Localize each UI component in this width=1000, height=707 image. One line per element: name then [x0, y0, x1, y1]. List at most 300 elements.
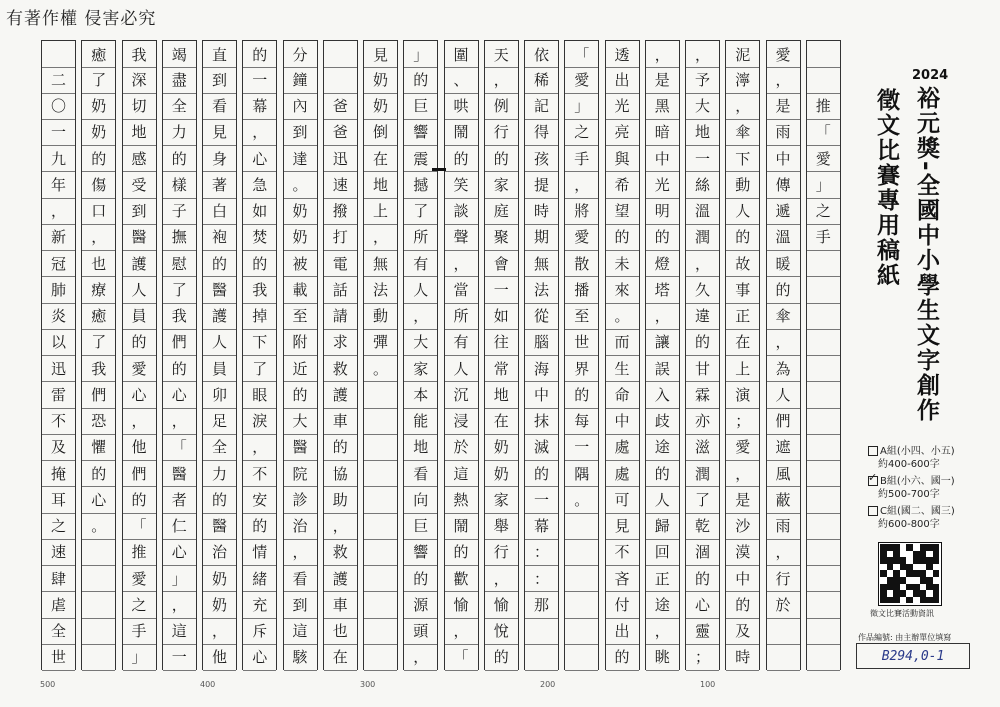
tick-label: 100: [700, 680, 716, 689]
grid-cell: 雷: [42, 381, 75, 408]
grid-cell: 近: [284, 355, 317, 382]
grid-cell: 他: [123, 434, 156, 461]
grid-cell: 推: [123, 539, 156, 566]
grid-cell: 熱: [445, 486, 478, 513]
grid-cell: 愉: [445, 591, 478, 618]
qr-module: [887, 597, 894, 604]
grid-cell: 足: [203, 408, 236, 435]
grid-cell: 來: [606, 276, 639, 303]
qr-code-icon[interactable]: [878, 542, 942, 606]
qr-module: [880, 590, 887, 597]
grid-cell: 速: [324, 171, 357, 198]
grid-cell: 回: [646, 539, 679, 566]
grid-cell: 的: [485, 145, 518, 172]
grid-cell: 肆: [42, 565, 75, 592]
grid-cell: ，: [42, 198, 75, 225]
grid-cell: 吝: [606, 565, 639, 592]
grid-cell: ，: [565, 171, 598, 198]
grid-cell: [82, 618, 115, 645]
grid-cell: 見: [606, 513, 639, 540]
grid-cell: 斥: [243, 618, 276, 645]
grid-cell: 奶: [485, 434, 518, 461]
qr-module: [887, 584, 894, 591]
grid-cell: 癒: [82, 40, 115, 68]
grid-cell: [807, 40, 840, 68]
grid-cell: 迅: [324, 145, 357, 172]
grid-cell: 的: [606, 224, 639, 251]
grid-cell: 的: [82, 460, 115, 487]
grid-cell: 眺: [646, 644, 679, 671]
group-option-c[interactable]: [868, 505, 955, 531]
grid-cell: 上: [726, 355, 759, 382]
grid-cell: 愛: [565, 224, 598, 251]
grid-cell: 腦: [525, 329, 558, 356]
grid-cell: 動: [364, 303, 397, 330]
grid-cell: 及: [726, 618, 759, 645]
grid-cell: 圍: [445, 40, 478, 68]
grid-cell: 大: [404, 329, 437, 356]
grid-cell: 能: [404, 408, 437, 435]
grid-cell: 地: [123, 119, 156, 146]
grid-cell: 護: [123, 250, 156, 277]
grid-cell: 暖: [767, 250, 800, 277]
qr-module: [920, 544, 927, 551]
qr-module: [906, 597, 913, 604]
grid-cell: ，: [82, 224, 115, 251]
qr-module: [926, 557, 933, 564]
grid-cell: 滅: [525, 434, 558, 461]
grid-cell: [807, 329, 840, 356]
grid-cell: 常: [485, 355, 518, 382]
grid-cell: [807, 460, 840, 487]
sheet-title: 徵文比賽專用稿紙: [873, 88, 899, 288]
qr-module: [933, 551, 940, 558]
grid-cell: 一: [686, 145, 719, 172]
grid-cell: [807, 539, 840, 566]
grid-cell: 白: [203, 198, 236, 225]
grid-column: [122, 40, 157, 670]
grid-cell: 手: [123, 618, 156, 645]
grid-cell: ，: [163, 408, 196, 435]
grid-cell: 切: [123, 93, 156, 120]
grid-cell: 散: [565, 250, 598, 277]
qr-module: [913, 570, 920, 577]
grid-cell: 請: [324, 303, 357, 330]
qr-module: [900, 590, 907, 597]
grid-cell: 撥: [324, 198, 357, 225]
grid-cell: 〇: [42, 93, 75, 120]
grid-cell: ，: [646, 618, 679, 645]
grid-cell: 了: [404, 198, 437, 225]
grid-cell: 行: [485, 119, 518, 146]
grid-cell: ，: [726, 460, 759, 487]
grid-cell: 見: [203, 119, 236, 146]
grid-cell: 響: [404, 539, 437, 566]
grid-cell: 「: [807, 119, 840, 146]
grid-cell: 正: [646, 565, 679, 592]
grid-cell: 不: [42, 408, 75, 435]
grid-cell: 絲: [686, 171, 719, 198]
grid-cell: 無: [525, 250, 558, 277]
qr-module: [893, 577, 900, 584]
grid-cell: 助: [324, 486, 357, 513]
grid-cell: 望: [606, 198, 639, 225]
grid-cell: 到: [284, 591, 317, 618]
grid-cell: 手: [565, 145, 598, 172]
grid-column: [81, 40, 116, 670]
grid-cell: 浸: [445, 408, 478, 435]
grid-cell: 之: [807, 198, 840, 225]
grid-cell: [565, 539, 598, 566]
grid-cell: 地: [364, 171, 397, 198]
grid-cell: 盡: [163, 66, 196, 93]
grid-cell: 動: [726, 171, 759, 198]
qr-module: [926, 597, 933, 604]
grid-cell: 是: [767, 93, 800, 120]
grid-cell: 故: [726, 250, 759, 277]
grid-cell: 「: [123, 513, 156, 540]
grid-cell: 會: [485, 250, 518, 277]
grid-cell: 充: [243, 591, 276, 618]
grid-cell: 依: [525, 40, 558, 68]
grid-cell: [364, 513, 397, 540]
grid-cell: 付: [606, 591, 639, 618]
qr-module: [893, 557, 900, 564]
grid-cell: 子: [163, 198, 196, 225]
grid-cell: 燈: [646, 250, 679, 277]
grid-cell: 直: [203, 40, 236, 68]
grid-cell: 遮: [767, 434, 800, 461]
grid-cell: 我: [163, 303, 196, 330]
grid-cell: 炎: [42, 303, 75, 330]
grid-cell: 從: [525, 303, 558, 330]
qr-module: [887, 557, 894, 564]
grid-cell: 愛: [807, 145, 840, 172]
grid-cell: 撫: [163, 224, 196, 251]
qr-module: [880, 584, 887, 591]
grid-cell: 駭: [284, 644, 317, 671]
group-b-label: B組(小六、國一): [880, 476, 955, 487]
grid-cell: 鐘: [284, 66, 317, 93]
grid-cell: ，: [767, 539, 800, 566]
grid-cell: 醫: [203, 276, 236, 303]
grid-cell: 彈: [364, 329, 397, 356]
grid-cell: [565, 565, 598, 592]
grid-cell: 有: [445, 329, 478, 356]
qr-module: [920, 590, 927, 597]
grid-cell: 的: [123, 329, 156, 356]
grid-cell: 將: [565, 198, 598, 225]
qr-module: [920, 551, 927, 558]
grid-cell: 全: [42, 618, 75, 645]
grid-cell: 恐: [82, 408, 115, 435]
grid-cell: 沉: [445, 381, 478, 408]
grid-cell: 於: [767, 591, 800, 618]
grid-cell: 地: [686, 119, 719, 146]
grid-cell: 的: [203, 486, 236, 513]
manuscript-grid: [37, 40, 842, 670]
qr-module: [933, 544, 940, 551]
grid-cell: 我: [243, 276, 276, 303]
grid-cell: 」: [807, 171, 840, 198]
grid-cell: ，: [404, 303, 437, 330]
grid-cell: [807, 565, 840, 592]
tick-label: 500: [40, 680, 56, 689]
grid-cell: 歡: [445, 565, 478, 592]
grid-cell: 被: [284, 250, 317, 277]
checkbox-a[interactable]: [868, 446, 878, 456]
grid-cell: 療: [82, 276, 115, 303]
qr-module: [933, 584, 940, 591]
grid-cell: [807, 408, 840, 435]
grid-column: [242, 40, 277, 670]
grid-column: [524, 40, 559, 670]
grid-cell: 與: [606, 145, 639, 172]
grid-cell: 海: [525, 355, 558, 382]
grid-cell: 的: [686, 329, 719, 356]
qr-module: [880, 551, 887, 558]
grid-cell: [807, 434, 840, 461]
grid-cell: ，: [404, 644, 437, 671]
qr-module: [906, 564, 913, 571]
grid-cell: 眼: [243, 381, 276, 408]
grid-cell: 及: [42, 434, 75, 461]
grid-cell: 著: [203, 171, 236, 198]
grid-cell: 傘: [767, 303, 800, 330]
grid-cell: 手: [807, 224, 840, 251]
grid-cell: 心: [686, 591, 719, 618]
grid-cell: 愛: [123, 565, 156, 592]
grid-cell: 樣: [163, 171, 196, 198]
group-option-b[interactable]: [868, 475, 955, 501]
grid-cell: 至: [284, 303, 317, 330]
grid-cell: 二: [42, 66, 75, 93]
grid-cell: 之: [42, 513, 75, 540]
grid-cell: 是: [726, 486, 759, 513]
grid-cell: 演: [726, 381, 759, 408]
grid-cell: 見: [364, 40, 397, 68]
grid-cell: [807, 381, 840, 408]
grid-cell: 救: [324, 539, 357, 566]
contest-year: 2024: [912, 68, 949, 83]
qr-module: [926, 577, 933, 584]
grid-cell: 力: [163, 119, 196, 146]
grid-cell: [807, 303, 840, 330]
grid-cell: 震: [404, 145, 437, 172]
group-c-label: C組(國二、國三): [880, 506, 955, 517]
grid-cell: 當: [445, 276, 478, 303]
grid-cell: 傳: [767, 171, 800, 198]
grid-cell: 雨: [767, 119, 800, 146]
group-c-range: 約600-800字: [878, 519, 940, 530]
grid-cell: 下: [243, 329, 276, 356]
grid-cell: 遞: [767, 198, 800, 225]
grid-cell: 孩: [525, 145, 558, 172]
grid-column: [645, 40, 680, 670]
qr-module: [933, 597, 940, 604]
grid-column: [564, 40, 599, 670]
grid-cell: 。: [284, 171, 317, 198]
qr-module: [920, 570, 927, 577]
grid-cell: 未: [606, 250, 639, 277]
qr-module: [887, 544, 894, 551]
grid-cell: 的: [163, 145, 196, 172]
grid-cell: [364, 486, 397, 513]
grid-cell: ；: [686, 644, 719, 671]
grid-cell: 的: [404, 66, 437, 93]
checkbox-b[interactable]: [868, 476, 878, 486]
grid-cell: 是: [646, 66, 679, 93]
qr-module: [926, 584, 933, 591]
grid-cell: 漠: [726, 539, 759, 566]
group-option-a[interactable]: [868, 445, 955, 471]
grid-cell: 「: [565, 40, 598, 68]
grid-cell: 響: [404, 119, 437, 146]
grid-cell: 明: [646, 198, 679, 225]
grid-cell: 所: [404, 224, 437, 251]
grid-cell: 奶: [284, 224, 317, 251]
grid-cell: 者: [163, 486, 196, 513]
grid-cell: 潤: [686, 460, 719, 487]
qr-module: [920, 597, 927, 604]
grid-cell: [807, 66, 840, 93]
grid-cell: 焚: [243, 224, 276, 251]
grid-cell: ，: [203, 618, 236, 645]
grid-cell: 奶: [203, 565, 236, 592]
grid-cell: 年: [42, 171, 75, 198]
grid-cell: 掩: [42, 460, 75, 487]
grid-cell: 竭: [163, 40, 196, 68]
grid-cell: 向: [404, 486, 437, 513]
grid-cell: 奶: [364, 93, 397, 120]
grid-cell: 傘: [726, 119, 759, 146]
grid-cell: 那: [525, 591, 558, 618]
qr-module: [900, 577, 907, 584]
grid-cell: 歧: [646, 408, 679, 435]
grid-cell: 了: [163, 276, 196, 303]
grid-cell: 為: [767, 355, 800, 382]
grid-cell: 播: [565, 276, 598, 303]
grid-cell: 診: [284, 486, 317, 513]
grid-cell: 們: [123, 460, 156, 487]
grid-cell: 以: [42, 329, 75, 356]
grid-cell: 們: [82, 381, 115, 408]
qr-module: [880, 570, 887, 577]
grid-cell: 。: [565, 486, 598, 513]
grid-cell: 一: [243, 66, 276, 93]
qr-module: [926, 544, 933, 551]
grid-cell: 愛: [767, 40, 800, 68]
grid-cell: ，: [686, 250, 719, 277]
qr-module: [880, 597, 887, 604]
grid-column: [41, 40, 76, 670]
grid-cell: 到: [284, 119, 317, 146]
grid-cell: 幕: [525, 513, 558, 540]
grid-cell: [807, 355, 840, 382]
qr-module: [926, 564, 933, 571]
grid-cell: 奶: [485, 460, 518, 487]
grid-cell: 處: [606, 460, 639, 487]
grid-cell: 他: [203, 644, 236, 671]
grid-cell: ，: [163, 591, 196, 618]
grid-cell: 九: [42, 145, 75, 172]
grid-cell: 的: [284, 381, 317, 408]
grid-cell: 的: [646, 460, 679, 487]
grid-cell: 滋: [686, 434, 719, 461]
qr-module: [913, 551, 920, 558]
grid-cell: 途: [646, 434, 679, 461]
grid-cell: 治: [284, 513, 317, 540]
qr-module: [920, 557, 927, 564]
grid-cell: 透: [606, 40, 639, 68]
grid-cell: 我: [123, 40, 156, 68]
grid-cell: [82, 539, 115, 566]
grid-cell: 我: [82, 355, 115, 382]
grid-cell: 打: [324, 224, 357, 251]
grid-cell: 人: [646, 486, 679, 513]
grid-cell: 奶: [284, 198, 317, 225]
grid-cell: 巨: [404, 93, 437, 120]
grid-cell: ，: [726, 93, 759, 120]
grid-cell: ，: [485, 66, 518, 93]
grid-cell: 行: [485, 539, 518, 566]
grid-cell: 正: [726, 303, 759, 330]
grid-cell: 癒: [82, 303, 115, 330]
grid-cell: 的: [767, 276, 800, 303]
qr-module: [933, 590, 940, 597]
grid-cell: ，: [445, 618, 478, 645]
grid-cell: 中: [646, 145, 679, 172]
grid-cell: 員: [123, 303, 156, 330]
grid-cell: 一: [163, 644, 196, 671]
grid-cell: 推: [807, 93, 840, 120]
qr-module: [887, 577, 894, 584]
grid-cell: 看: [203, 93, 236, 120]
grid-cell: 到: [203, 66, 236, 93]
grid-cell: 每: [565, 408, 598, 435]
grid-cell: 違: [686, 303, 719, 330]
grid-cell: 隅: [565, 460, 598, 487]
qr-module: [920, 577, 927, 584]
grid-cell: 了: [82, 329, 115, 356]
grid-cell: 得: [525, 119, 558, 146]
grid-cell: 一: [565, 434, 598, 461]
grid-cell: 在: [726, 329, 759, 356]
grid-cell: [525, 644, 558, 671]
grid-cell: 護: [203, 303, 236, 330]
grid-cell: ，: [243, 434, 276, 461]
grid-cell: 撼: [404, 171, 437, 198]
grid-cell: 往: [485, 329, 518, 356]
group-a-label: A組(小四、小五): [880, 446, 955, 457]
group-options: [868, 445, 955, 535]
grid-cell: ，: [284, 539, 317, 566]
grid-cell: ，: [767, 329, 800, 356]
grid-cell: [807, 644, 840, 671]
grid-cell: 愛: [565, 66, 598, 93]
grid-cell: 在: [324, 644, 357, 671]
grid-cell: [565, 644, 598, 671]
grid-cell: 的: [726, 591, 759, 618]
grid-column: [605, 40, 640, 670]
grid-cell: 提: [525, 171, 558, 198]
checkbox-c[interactable]: [868, 506, 878, 516]
grid-cell: 稀: [525, 66, 558, 93]
grid-column: [202, 40, 237, 670]
grid-cell: [807, 591, 840, 618]
grid-cell: 下: [726, 145, 759, 172]
grid-cell: 醫: [284, 434, 317, 461]
